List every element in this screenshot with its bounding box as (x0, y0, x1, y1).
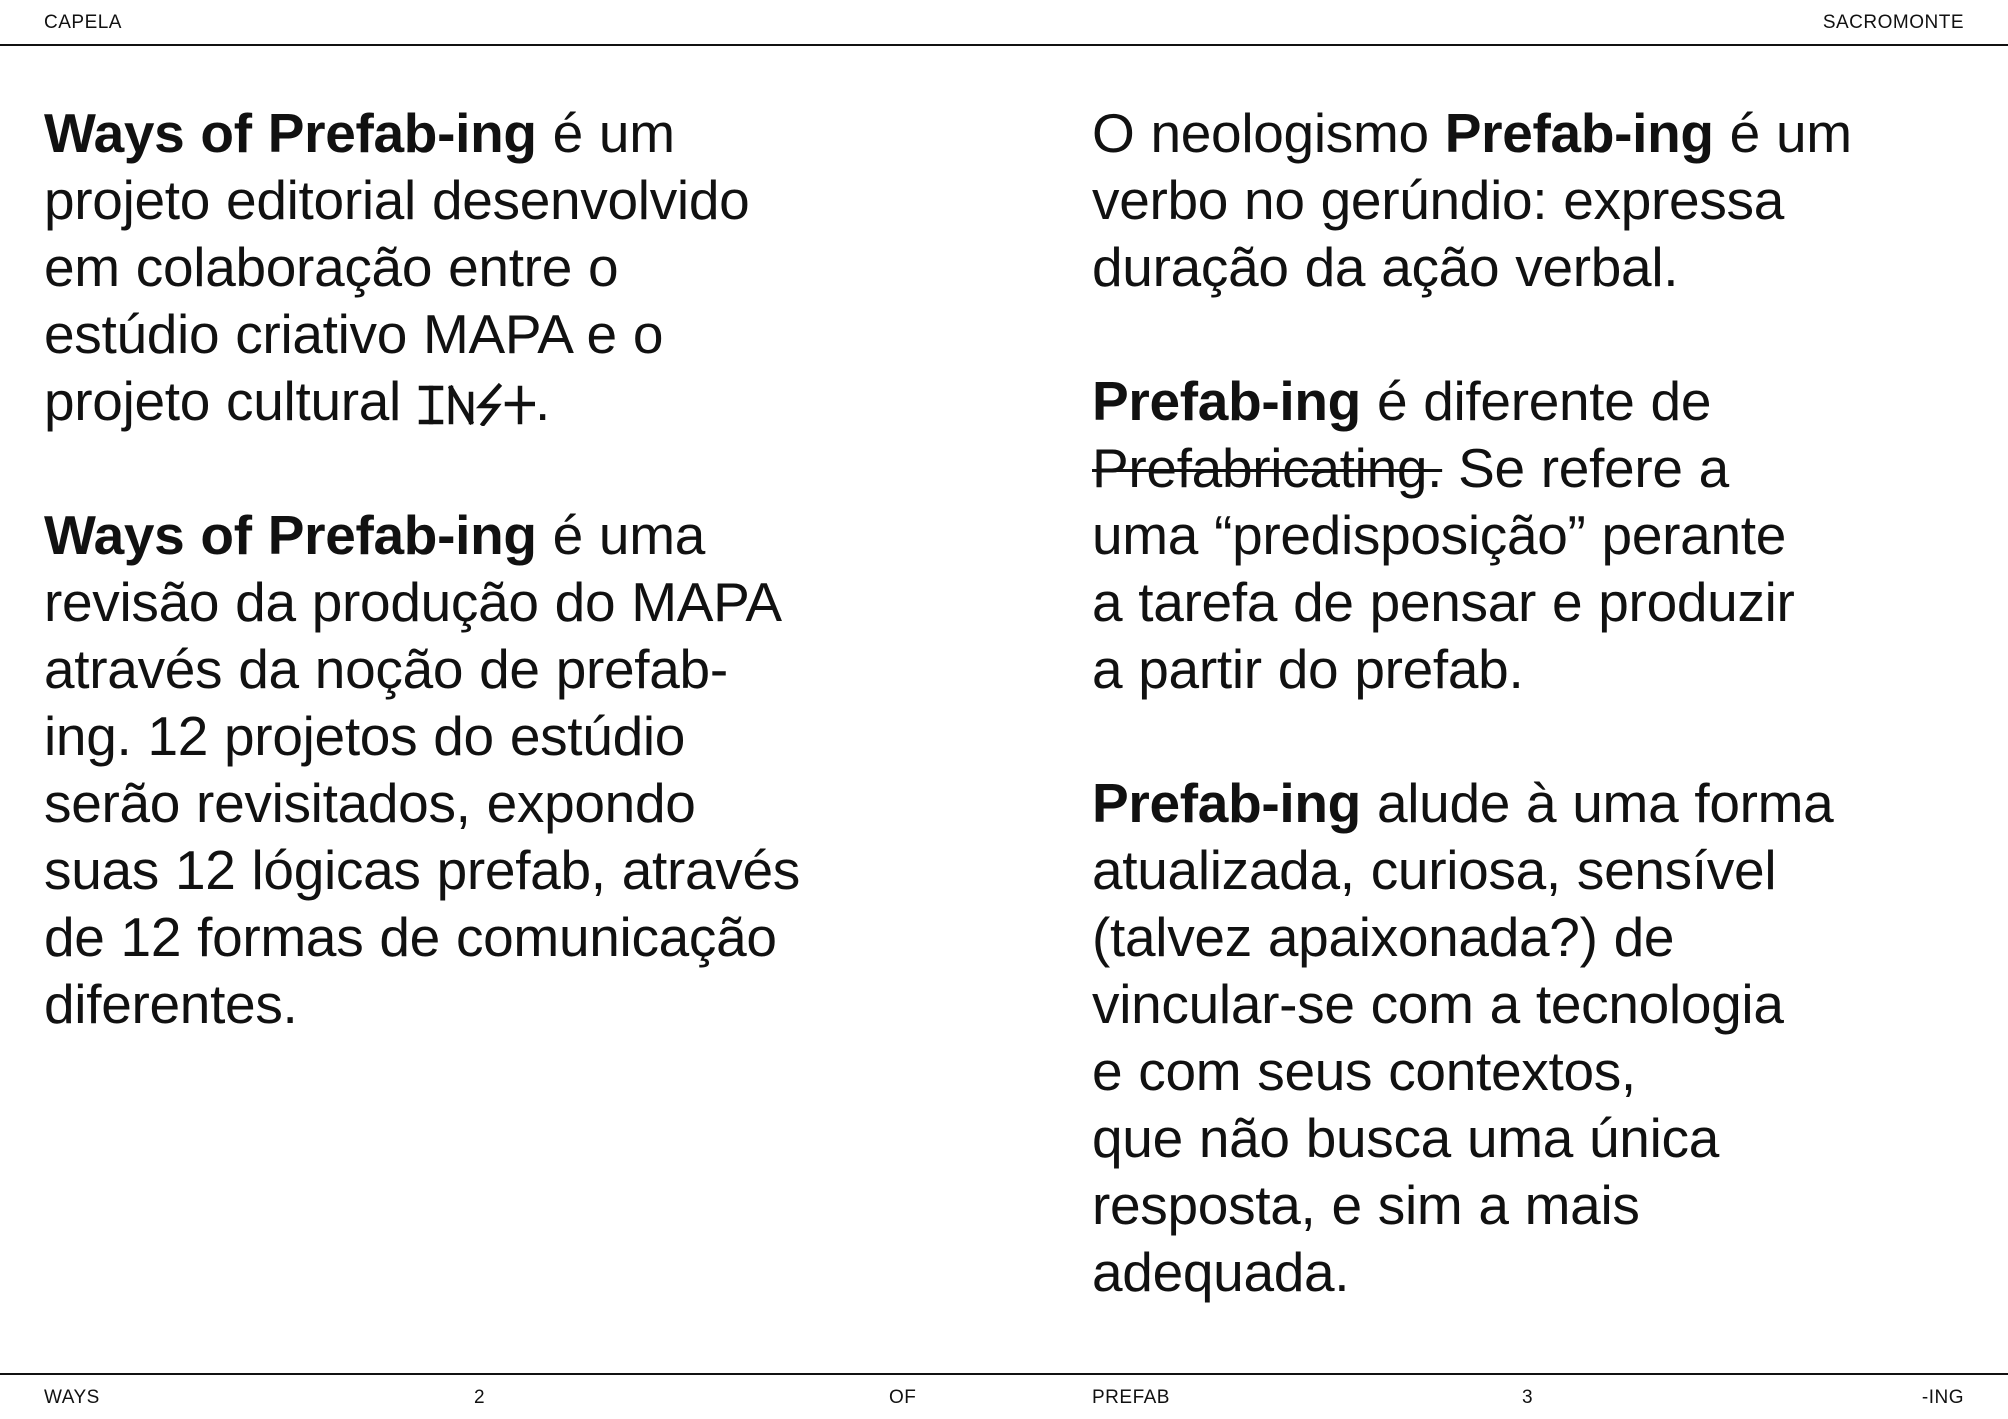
header-right-label: SACROMONTE (1822, 12, 1964, 33)
bold-term: Prefab-ing (1444, 102, 1714, 164)
right-paragraph-2 (1092, 368, 1992, 703)
text-line: e com seus contextos, (1092, 1040, 1636, 1102)
text-fragment: . (534, 370, 550, 432)
page-header (0, 0, 2008, 46)
footer-label-prefab: PREFAB (1092, 1387, 1170, 1408)
text-line: uma “predisposição” perante (1092, 504, 1786, 566)
bold-term: Prefab-ing (1092, 370, 1361, 432)
text-line (1092, 100, 1992, 167)
bold-title: Ways of Prefab-ing (44, 504, 537, 566)
bold-title: Ways of Prefab-ing (44, 102, 537, 164)
text-line (1092, 368, 1992, 435)
text-line: serão revisitados, expondo (44, 772, 696, 834)
inst-logo-icon (417, 382, 535, 426)
text-line: diferentes. (44, 973, 298, 1035)
text-line: resposta, e sim a mais (1092, 1174, 1640, 1236)
text-line: que não busca uma única (1092, 1107, 1719, 1169)
text-fragment: alude à uma forma (1360, 772, 1834, 834)
left-paragraph-1 (44, 100, 944, 435)
text-line: a partir do prefab. (1092, 638, 1524, 700)
text-line: projeto editorial desenvolvido (44, 169, 750, 231)
text-fragment: é uma (536, 504, 706, 566)
text-fragment: é um (1713, 102, 1852, 164)
text-line (1092, 770, 1992, 837)
text-line: em colaboração entre o (44, 236, 619, 298)
footer-label-ing: -ING (1921, 1387, 1964, 1408)
text-line: atualizada, curiosa, sensível (1092, 839, 1777, 901)
text-line: de 12 formas de comunicação (44, 906, 777, 968)
text-line: adequada. (1092, 1241, 1350, 1303)
right-page-body (1092, 100, 1992, 1373)
text-line (44, 100, 944, 167)
text-fragment: O neologismo (1092, 102, 1445, 164)
text-fragment: projeto cultural (44, 370, 417, 432)
right-paragraph-3 (1092, 770, 1992, 1306)
page-footer (0, 1373, 2008, 1419)
text-line (44, 502, 944, 569)
text-line: (talvez apaixonada?) de (1092, 906, 1675, 968)
text-line: vincular-se com a tecnologia (1092, 973, 1784, 1035)
text-line: a tarefa de pensar e produzir (1092, 571, 1795, 633)
text-line: verbo no gerúndio: expressa (1092, 169, 1785, 231)
text-line: suas 12 lógicas prefab, através (44, 839, 800, 901)
text-line: ing. 12 projetos do estúdio (44, 705, 686, 767)
right-paragraph-1 (1092, 100, 1992, 301)
strikethrough-word: Prefabricating. (1092, 437, 1443, 499)
text-line: estúdio criativo MAPA e o (44, 303, 664, 365)
text-fragment: é diferente de (1360, 370, 1712, 432)
text-line (1092, 435, 1992, 502)
text-fragment: é um (536, 102, 675, 164)
text-line: duração da ação verbal. (1092, 236, 1679, 298)
text-line: através da noção de prefab- (44, 638, 728, 700)
text-fragment: Se refere a (1442, 437, 1729, 499)
footer-label-ways: WAYS (44, 1387, 100, 1408)
bold-term: Prefab-ing (1092, 772, 1361, 834)
text-line (44, 368, 944, 435)
header-left-label: CAPELA (44, 12, 122, 33)
left-paragraph-2 (44, 502, 944, 1038)
left-page-number: 2 (474, 1387, 486, 1408)
text-line: revisão da produção do MAPA (44, 571, 782, 633)
left-page-body (44, 100, 944, 1105)
right-page-number: 3 (1522, 1387, 1534, 1408)
footer-label-of: OF (889, 1387, 917, 1408)
